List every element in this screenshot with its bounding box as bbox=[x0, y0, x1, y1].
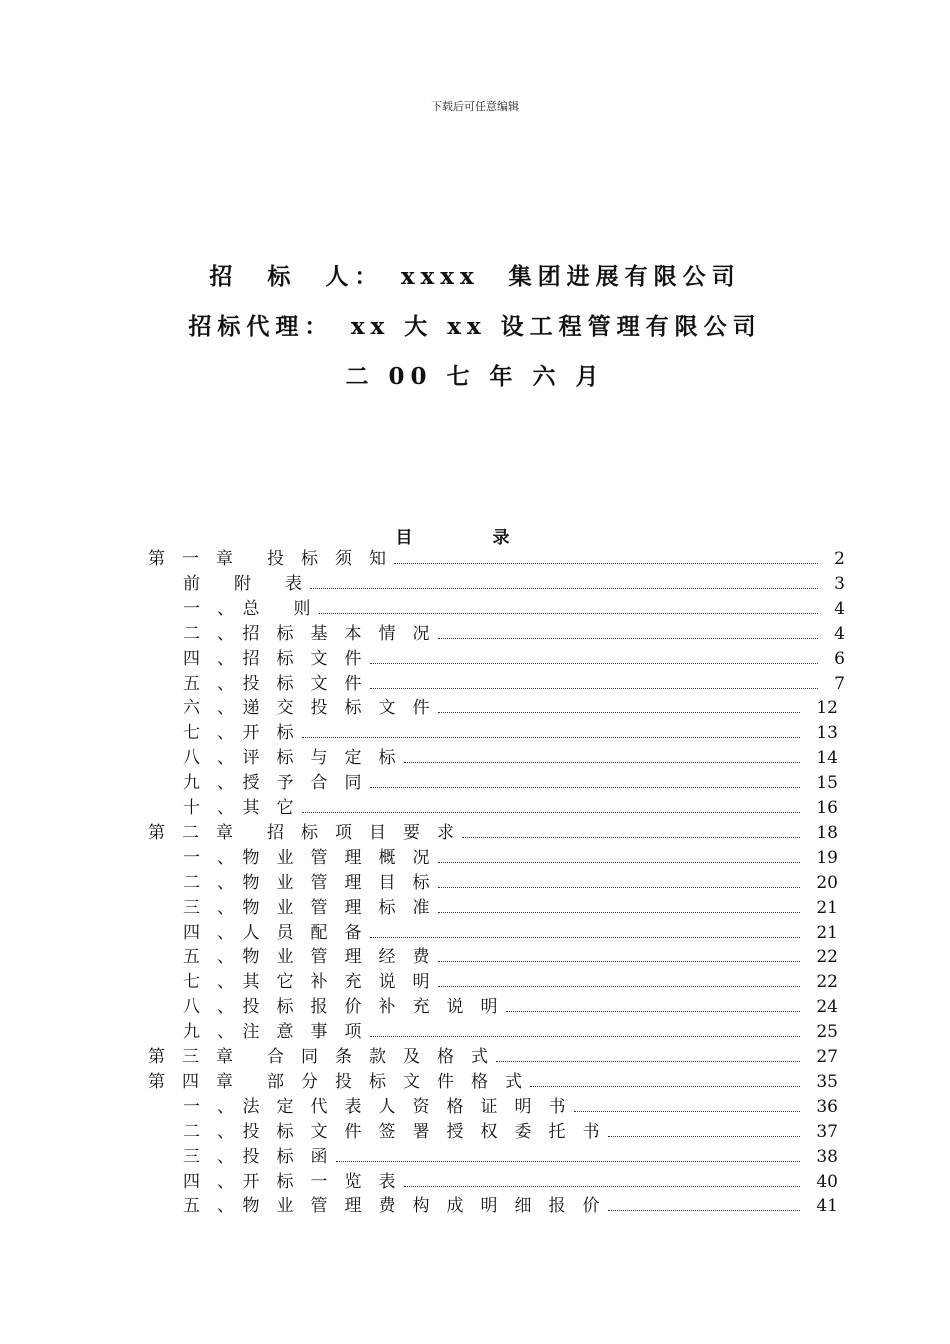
toc-entry-page: 37 bbox=[816, 1121, 838, 1142]
toc-leader-dots bbox=[608, 1136, 801, 1137]
toc-leader-dots bbox=[438, 912, 801, 913]
toc-leader-dots bbox=[319, 613, 819, 614]
toc-entry-page: 20 bbox=[816, 872, 838, 893]
toc-entry bbox=[0, 1070, 950, 1095]
toc-entry bbox=[0, 995, 950, 1020]
toc-entry-page: 21 bbox=[816, 922, 838, 943]
toc-entry bbox=[0, 696, 950, 721]
toc-entry bbox=[0, 1145, 950, 1170]
toc-entry-label: 九 、 授 予 合 同 bbox=[183, 773, 362, 794]
toc-leader-dots bbox=[462, 837, 800, 838]
toc-entry-page: 16 bbox=[816, 798, 838, 818]
toc-entry bbox=[0, 796, 950, 821]
toc-entry-page: 24 bbox=[816, 997, 838, 1018]
toc-leader-dots bbox=[370, 688, 819, 689]
toc-leader-dots bbox=[438, 961, 801, 962]
toc-entry-label: 第 三 章 合 同 条 款 及 格 式 bbox=[148, 1047, 488, 1067]
toc-leader-dots bbox=[438, 862, 801, 863]
toc-leader-dots bbox=[370, 1036, 801, 1037]
toc-leader-dots bbox=[438, 986, 801, 987]
header-note: 下载后可任意编辑 bbox=[431, 100, 519, 113]
toc-entry-label: 二 、 物 业 管 理 目 标 bbox=[183, 872, 430, 893]
toc-entry-label: 一 、 物 业 管 理 概 况 bbox=[183, 847, 430, 868]
toc-entry-page: 13 bbox=[816, 723, 838, 744]
toc-entry-label: 二 、 招 标 基 本 情 况 bbox=[183, 623, 430, 644]
toc-entry-label: 第 一 章 投 标 须 知 bbox=[148, 549, 386, 569]
toc-leader-dots bbox=[310, 588, 818, 589]
toc-title: 目录 bbox=[395, 528, 590, 548]
toc-leader-dots bbox=[404, 1186, 801, 1187]
cover-date: 二 00 七 年 六 月 bbox=[345, 363, 605, 390]
toc-entry bbox=[0, 1170, 950, 1195]
toc-leader-dots bbox=[530, 1086, 800, 1087]
toc-entry-page: 36 bbox=[816, 1096, 838, 1117]
toc-entry bbox=[0, 547, 950, 572]
toc-entry-page: 27 bbox=[816, 1047, 838, 1067]
toc-entry-label: 八 、 投 标 报 价 补 充 说 明 bbox=[183, 997, 498, 1018]
toc-entry-page: 41 bbox=[816, 1196, 838, 1217]
toc-entry bbox=[0, 597, 950, 622]
toc-leader-dots bbox=[336, 1161, 801, 1162]
toc-entry-page: 40 bbox=[816, 1171, 838, 1192]
toc-entry-page: 18 bbox=[816, 822, 838, 843]
toc-entry bbox=[0, 871, 950, 896]
toc-entry-page: 35 bbox=[816, 1071, 838, 1092]
toc-entry-page: 4 bbox=[834, 598, 845, 619]
toc-entry-label: 一 、 总 则 bbox=[183, 598, 311, 619]
toc-entry-label: 第 四 章 部 分 投 标 文 件 格 式 bbox=[148, 1071, 522, 1092]
toc-entry-page: 4 bbox=[834, 623, 845, 644]
toc-entry-page: 2 bbox=[834, 549, 845, 569]
toc-entry-page: 38 bbox=[816, 1146, 838, 1167]
toc-entry-page: 22 bbox=[816, 947, 838, 968]
toc-leader-dots bbox=[438, 887, 801, 888]
toc-entry bbox=[0, 970, 950, 995]
toc-leader-dots bbox=[302, 812, 801, 813]
toc-entry bbox=[0, 771, 950, 796]
toc-leader-dots bbox=[438, 638, 819, 639]
toc-leader-dots bbox=[370, 937, 801, 938]
toc-entry bbox=[0, 896, 950, 921]
toc-entry-page: 22 bbox=[816, 972, 838, 993]
toc-entry bbox=[0, 622, 950, 647]
toc-entry bbox=[0, 921, 950, 946]
toc-entry bbox=[0, 1194, 950, 1219]
toc-entry-label: 七 、 其 它 补 充 说 明 bbox=[183, 972, 430, 993]
toc-entry bbox=[0, 746, 950, 771]
toc-entry-label: 四 、 招 标 文 件 bbox=[183, 648, 362, 669]
toc-entry-label: 十 、 其 它 bbox=[183, 798, 294, 818]
cover-tenderer: 招 标 人： xxxx 集团进展有限公司 bbox=[209, 263, 741, 290]
toc-leader-dots bbox=[496, 1061, 800, 1062]
toc-entry-page: 19 bbox=[816, 847, 838, 868]
toc-entry-label: 五 、 物 业 管 理 经 费 bbox=[183, 947, 430, 968]
cover-agent: 招标代理： xx 大 xx 设工程管理有限公司 bbox=[188, 313, 762, 340]
toc-entry-label: 二 、 投 标 文 件 签 署 授 权 委 托 书 bbox=[183, 1121, 600, 1142]
toc-entry bbox=[0, 672, 950, 697]
toc-entry bbox=[0, 1095, 950, 1120]
toc-entry-label: 八 、 评 标 与 定 标 bbox=[183, 748, 396, 769]
toc-entry-label: 七 、 开 标 bbox=[183, 723, 294, 744]
toc-leader-dots bbox=[608, 1210, 801, 1211]
toc-entry bbox=[0, 846, 950, 871]
toc-entry bbox=[0, 572, 950, 597]
toc-entry-label: 一 、 法 定 代 表 人 资 格 证 明 书 bbox=[183, 1096, 566, 1117]
toc-leader-dots bbox=[370, 787, 801, 788]
toc-entry-label: 三 、 投 标 函 bbox=[183, 1146, 328, 1167]
toc-entry-label: 六 、 递 交 投 标 文 件 bbox=[183, 698, 430, 719]
toc-entry-page: 7 bbox=[834, 673, 845, 694]
toc-entry-label: 三 、 物 业 管 理 标 准 bbox=[183, 897, 430, 918]
toc-entry-label: 第 二 章 招 标 项 目 要 求 bbox=[148, 822, 454, 843]
toc-entry-label: 四 、 开 标 一 览 表 bbox=[183, 1171, 396, 1192]
toc-entry-label: 九 、 注 意 事 项 bbox=[183, 1022, 362, 1043]
toc-leader-dots bbox=[506, 1011, 801, 1012]
toc-leader-dots bbox=[438, 712, 801, 713]
toc-entry bbox=[0, 1120, 950, 1145]
toc-entry-label: 五 、 投 标 文 件 bbox=[183, 673, 362, 694]
toc-entry bbox=[0, 945, 950, 970]
toc-entry bbox=[0, 1045, 950, 1070]
toc-entry bbox=[0, 721, 950, 746]
toc-entry bbox=[0, 821, 950, 846]
toc-entry-page: 14 bbox=[816, 748, 838, 769]
toc-entry bbox=[0, 1020, 950, 1045]
toc-leader-dots bbox=[302, 737, 801, 738]
toc-leader-dots bbox=[404, 762, 801, 763]
toc-leader-dots bbox=[370, 663, 819, 664]
toc-entry-label: 四 、 人 员 配 备 bbox=[183, 922, 362, 943]
toc-entry-page: 12 bbox=[816, 698, 838, 719]
toc-entry-page: 15 bbox=[816, 773, 838, 794]
toc-leader-dots bbox=[574, 1111, 801, 1112]
toc-entry bbox=[0, 647, 950, 672]
toc-entry-page: 6 bbox=[834, 648, 845, 669]
toc-leader-dots bbox=[394, 563, 818, 564]
toc-entry-page: 3 bbox=[834, 573, 845, 594]
toc-entry-label: 前 附 表 bbox=[183, 573, 302, 594]
toc-entry-page: 25 bbox=[816, 1022, 838, 1043]
toc-entry-label: 五 、 物 业 管 理 费 构 成 明 细 报 价 bbox=[183, 1196, 600, 1217]
toc-entry-page: 21 bbox=[816, 897, 838, 918]
